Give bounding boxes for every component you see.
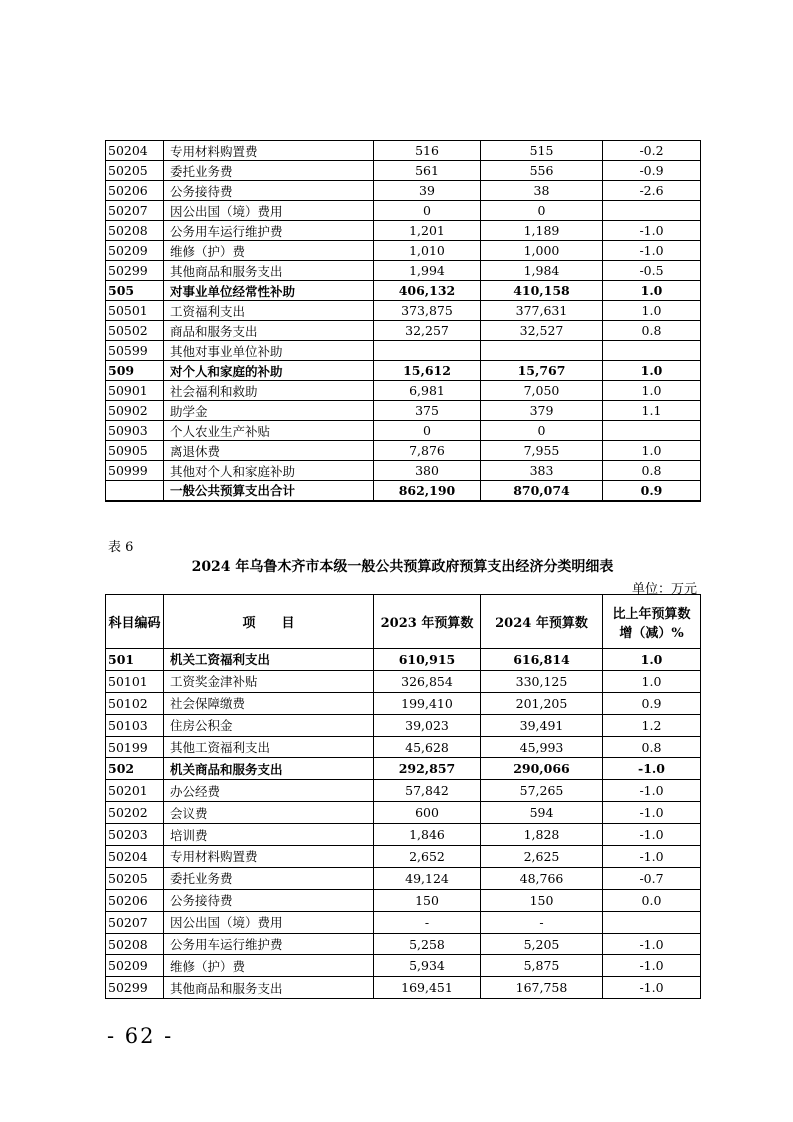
row-change-percent [603, 911, 701, 933]
header-2023: 2023 年预算数 [374, 595, 481, 649]
row-2023-value: 0 [374, 421, 481, 441]
row-2024-value: 594 [481, 802, 603, 824]
row-code: 50206 [106, 181, 164, 201]
row-2023-value: 5,934 [374, 955, 481, 977]
row-code: 50204 [106, 141, 164, 161]
row-change-percent: -0.5 [603, 261, 701, 281]
economic-classification-table [105, 594, 701, 999]
row-2024-value: 201,205 [481, 692, 603, 714]
row-change-percent: -1.0 [603, 977, 701, 999]
table-row [106, 846, 701, 868]
table-row [106, 441, 701, 461]
row-change-percent [603, 201, 701, 221]
header-item: 项 目 [164, 595, 374, 649]
row-code: 502 [106, 758, 164, 780]
row-2024-value: 1,189 [481, 221, 603, 241]
row-change-percent: -1.0 [603, 758, 701, 780]
table-row [106, 670, 701, 692]
row-2024-value: 870,074 [481, 481, 603, 501]
row-2023-value: 380 [374, 461, 481, 481]
table-row [106, 221, 701, 241]
row-code: 50208 [106, 933, 164, 955]
row-change-percent: -1.0 [603, 846, 701, 868]
row-2023-value: 610,915 [374, 649, 481, 671]
row-2024-value: 330,125 [481, 670, 603, 692]
row-change-percent: 0.9 [603, 481, 701, 501]
row-2023-value: 1,994 [374, 261, 481, 281]
row-code: 50901 [106, 381, 164, 401]
row-item: 社会保障缴费 [164, 692, 374, 714]
row-change-percent: 0.0 [603, 889, 701, 911]
row-2024-value: 32,527 [481, 321, 603, 341]
header-row [106, 595, 701, 649]
row-code: 50903 [106, 421, 164, 441]
row-change-percent: 1.1 [603, 401, 701, 421]
row-2023-value: 7,876 [374, 441, 481, 461]
row-2024-value: 1,000 [481, 241, 603, 261]
row-2024-value: 5,875 [481, 955, 603, 977]
row-code: 50209 [106, 955, 164, 977]
row-item: 离退休费 [164, 441, 374, 461]
row-item: 培训费 [164, 824, 374, 846]
row-2024-value: 410,158 [481, 281, 603, 301]
row-change-percent: 0.8 [603, 461, 701, 481]
table-row [106, 381, 701, 401]
row-code: 50205 [106, 161, 164, 181]
row-2024-value: 7,955 [481, 441, 603, 461]
row-code: 501 [106, 649, 164, 671]
row-change-percent: 1.0 [603, 441, 701, 461]
table-row [106, 714, 701, 736]
table-row [106, 977, 701, 999]
row-item: 专用材料购置费 [164, 141, 374, 161]
row-2024-value: - [481, 911, 603, 933]
row-2023-value: - [374, 911, 481, 933]
row-2023-value: 150 [374, 889, 481, 911]
row-2024-value: 0 [481, 201, 603, 221]
row-change-percent: 0.8 [603, 321, 701, 341]
table-row [106, 461, 701, 481]
row-2023-value: 292,857 [374, 758, 481, 780]
row-code: 50207 [106, 911, 164, 933]
row-change-percent: -2.6 [603, 181, 701, 201]
row-2023-value: 169,451 [374, 977, 481, 999]
row-item: 公务接待费 [164, 889, 374, 911]
row-code: 50206 [106, 889, 164, 911]
row-2024-value: 1,984 [481, 261, 603, 281]
row-2024-value: 5,205 [481, 933, 603, 955]
row-code: 50209 [106, 241, 164, 261]
row-2024-value: 167,758 [481, 977, 603, 999]
row-code [106, 481, 164, 501]
row-item: 公务用车运行维护费 [164, 933, 374, 955]
row-2023-value: 406,132 [374, 281, 481, 301]
row-item: 对事业单位经常性补助 [164, 281, 374, 301]
row-2023-value: 375 [374, 401, 481, 421]
row-code: 50902 [106, 401, 164, 421]
row-2023-value: 15,612 [374, 361, 481, 381]
row-item: 个人农业生产补贴 [164, 421, 374, 441]
row-change-percent: 0.8 [603, 736, 701, 758]
row-code: 50202 [106, 802, 164, 824]
row-change-percent: -1.0 [603, 221, 701, 241]
row-2023-value: 0 [374, 201, 481, 221]
table-row [106, 802, 701, 824]
header-change [603, 595, 701, 649]
table-row [106, 201, 701, 221]
row-2023-value: 199,410 [374, 692, 481, 714]
row-item: 公务用车运行维护费 [164, 221, 374, 241]
row-2023-value: 1,201 [374, 221, 481, 241]
row-item: 工资福利支出 [164, 301, 374, 321]
row-item: 专用材料购置费 [164, 846, 374, 868]
row-2023-value: 39 [374, 181, 481, 201]
row-code: 50207 [106, 201, 164, 221]
row-code: 50203 [106, 824, 164, 846]
row-item: 维修（护）费 [164, 241, 374, 261]
row-code: 50204 [106, 846, 164, 868]
row-item: 社会福利和救助 [164, 381, 374, 401]
table-row [106, 933, 701, 955]
row-item: 工资奖金津补贴 [164, 670, 374, 692]
row-change-percent: -1.0 [603, 241, 701, 261]
row-change-percent: 1.0 [603, 381, 701, 401]
table-row [106, 736, 701, 758]
table-row [106, 161, 701, 181]
table-row [106, 361, 701, 381]
table-row [106, 481, 701, 501]
table-row [106, 141, 701, 161]
unit-label: 单位：万元 [631, 582, 697, 597]
row-change-percent: -1.0 [603, 933, 701, 955]
header-change-line2: 增（减）% [619, 625, 684, 641]
row-change-percent: -1.0 [603, 780, 701, 802]
row-item: 因公出国（境）费用 [164, 911, 374, 933]
row-item: 因公出国（境）费用 [164, 201, 374, 221]
table-row [106, 867, 701, 889]
row-code: 505 [106, 281, 164, 301]
row-code: 50501 [106, 301, 164, 321]
row-2024-value: 616,814 [481, 649, 603, 671]
row-2023-value: 1,846 [374, 824, 481, 846]
row-code: 50201 [106, 780, 164, 802]
row-2024-value [481, 341, 603, 361]
row-2024-value: 38 [481, 181, 603, 201]
row-item: 其他商品和服务支出 [164, 261, 374, 281]
row-2023-value: 57,842 [374, 780, 481, 802]
row-2024-value: 2,625 [481, 846, 603, 868]
table-row [106, 301, 701, 321]
bottom-table-body [106, 649, 701, 999]
row-code: 509 [106, 361, 164, 381]
table-row [106, 261, 701, 281]
row-item: 公务接待费 [164, 181, 374, 201]
row-2024-value: 45,993 [481, 736, 603, 758]
row-2023-value: 2,652 [374, 846, 481, 868]
table-row [106, 911, 701, 933]
row-2024-value: 290,066 [481, 758, 603, 780]
row-item: 一般公共预算支出合计 [164, 481, 374, 501]
row-change-percent: -1.0 [603, 824, 701, 846]
row-item: 其他工资福利支出 [164, 736, 374, 758]
row-code: 50102 [106, 692, 164, 714]
row-item: 对个人和家庭的补助 [164, 361, 374, 381]
row-2023-value: 373,875 [374, 301, 481, 321]
table-label: 表 6 [108, 540, 134, 555]
row-2024-value: 0 [481, 421, 603, 441]
row-change-percent: 0.9 [603, 692, 701, 714]
row-change-percent: 1.0 [603, 649, 701, 671]
row-2023-value [374, 341, 481, 361]
row-change-percent [603, 341, 701, 361]
page-number: - 62 - [107, 1024, 174, 1048]
row-code: 50299 [106, 261, 164, 281]
row-2024-value: 39,491 [481, 714, 603, 736]
row-code: 50199 [106, 736, 164, 758]
row-code: 50208 [106, 221, 164, 241]
row-change-percent [603, 421, 701, 441]
table-row [106, 649, 701, 671]
row-item: 维修（护）费 [164, 955, 374, 977]
row-2023-value: 5,258 [374, 933, 481, 955]
table-row [106, 955, 701, 977]
row-2024-value: 379 [481, 401, 603, 421]
row-2024-value: 7,050 [481, 381, 603, 401]
top-expense-table [105, 140, 701, 502]
row-change-percent: 1.0 [603, 361, 701, 381]
row-change-percent: -1.0 [603, 955, 701, 977]
row-item: 商品和服务支出 [164, 321, 374, 341]
row-item: 住房公积金 [164, 714, 374, 736]
row-code: 50101 [106, 670, 164, 692]
row-2023-value: 32,257 [374, 321, 481, 341]
row-2023-value: 326,854 [374, 670, 481, 692]
row-2023-value: 49,124 [374, 867, 481, 889]
row-item: 办公经费 [164, 780, 374, 802]
row-2024-value: 556 [481, 161, 603, 181]
row-item: 会议费 [164, 802, 374, 824]
row-item: 机关商品和服务支出 [164, 758, 374, 780]
row-code: 50299 [106, 977, 164, 999]
row-item: 助学金 [164, 401, 374, 421]
row-item: 机关工资福利支出 [164, 649, 374, 671]
row-change-percent: -0.9 [603, 161, 701, 181]
header-code: 科目编码 [106, 595, 164, 649]
row-2023-value: 862,190 [374, 481, 481, 501]
header-change-line1: 比上年预算数 [612, 606, 691, 622]
row-item: 其他对事业单位补助 [164, 341, 374, 361]
row-2024-value: 15,767 [481, 361, 603, 381]
header-2024: 2024 年预算数 [481, 595, 603, 649]
table-row [106, 692, 701, 714]
row-2024-value: 150 [481, 889, 603, 911]
row-2023-value: 45,628 [374, 736, 481, 758]
row-change-percent: 1.0 [603, 670, 701, 692]
row-code: 50999 [106, 461, 164, 481]
row-code: 50599 [106, 341, 164, 361]
table-row [106, 181, 701, 201]
row-change-percent: 1.0 [603, 281, 701, 301]
table-row [106, 401, 701, 421]
row-change-percent: -1.0 [603, 802, 701, 824]
row-2023-value: 1,010 [374, 241, 481, 261]
table-row [106, 889, 701, 911]
row-2023-value: 6,981 [374, 381, 481, 401]
row-2023-value: 600 [374, 802, 481, 824]
table-row [106, 281, 701, 301]
table-title: 2024 年乌鲁木齐市本级一般公共预算政府预算支出经济分类明细表 [191, 559, 614, 575]
row-change-percent: 1.2 [603, 714, 701, 736]
row-2024-value: 48,766 [481, 867, 603, 889]
row-item: 委托业务费 [164, 161, 374, 181]
row-2023-value: 516 [374, 141, 481, 161]
table-row [106, 241, 701, 261]
row-item: 委托业务费 [164, 867, 374, 889]
table-row [106, 321, 701, 341]
table-row [106, 758, 701, 780]
row-item: 其他对个人和家庭补助 [164, 461, 374, 481]
row-2023-value: 561 [374, 161, 481, 181]
row-change-percent: 1.0 [603, 301, 701, 321]
table-row [106, 341, 701, 361]
table-row [106, 421, 701, 441]
row-2024-value: 57,265 [481, 780, 603, 802]
row-item: 其他商品和服务支出 [164, 977, 374, 999]
row-2023-value: 39,023 [374, 714, 481, 736]
row-code: 50103 [106, 714, 164, 736]
row-2024-value: 383 [481, 461, 603, 481]
row-code: 50502 [106, 321, 164, 341]
row-2024-value: 515 [481, 141, 603, 161]
row-code: 50205 [106, 867, 164, 889]
top-table-body [106, 141, 701, 501]
row-code: 50905 [106, 441, 164, 461]
row-change-percent: -0.2 [603, 141, 701, 161]
row-2024-value: 1,828 [481, 824, 603, 846]
row-2024-value: 377,631 [481, 301, 603, 321]
table-row [106, 824, 701, 846]
table-row [106, 780, 701, 802]
row-change-percent: -0.7 [603, 867, 701, 889]
